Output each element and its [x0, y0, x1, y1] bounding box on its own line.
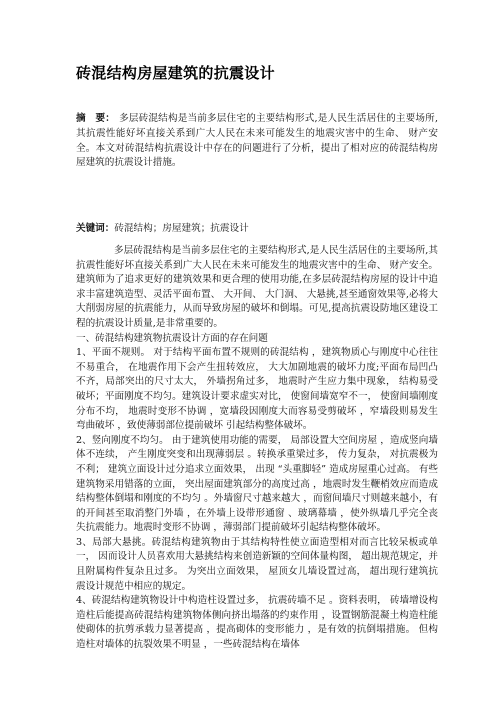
keywords-section — [76, 222, 438, 237]
body-paragraph: 2、竖向刚度不均匀。 由于建筑使用功能的需要， 局部设置大空间房屋 ，造成竖向墙体不连续， 产生刚度突变和出现薄弱层 。转换承重梁过多， 传力复杂， 对抗震极为不利； 建筑立面设计过分追求立面效果， 出现 “头重脚轻” 造成房屋重心过高。 有些建筑物采用错落的立面， 突出屋面建筑部分的高度过高 ，地震时发生鞭梢效应而造成结构整体倒塌和刚度的不均匀 。外墙窗尺寸越来越大 ，而窗间墙尺寸则越来越小，有的开间甚至取消整门外墙 ，在外墙上设带形通窗 、玻璃幕墙 ，使外纵墙几乎完全丧失抗震能力。地震时变形不协调 ，薄弱部门提前破坏引起结构整体破坏。 — [76, 434, 438, 534]
keywords-text: 砖混结构；房屋建筑；抗震设计 — [114, 223, 249, 234]
abstract-label: 摘 要： — [76, 113, 116, 124]
body-paragraph: 3、局部大悬挑。砖混结构建筑物由于其结构特性使立面造型相对而言比较呆板或单一， 因而设计人员喜欢用大悬挑结构来创造新颖的空间体量构图， 超出规范规定，并且附属构件复杂且过多。 为突出立面效果， 屋顶女儿墙设置过高， 超出现行建筑抗震设计规范中相应的规定。 — [76, 536, 438, 592]
abstract-text: 多层砖混结构是当前多层住宅的主要结构形式,是人民生活居住的主要场所,其抗震性能好坏直接关系到广大人民在未来可能发生的地震灾害中的生命、 财产安全。本文对砖混结构抗震设计中存在的问题进行了分析，提出了相对应的砖混结构房屋建筑的抗震设计措施。 — [76, 113, 439, 169]
keywords-label: 关键词： — [76, 223, 115, 234]
abstract-section — [76, 112, 438, 171]
document-title: 砖混结构房屋建筑的抗震设计 — [76, 64, 275, 82]
body-text — [76, 244, 438, 653]
body-paragraph: 4、砖混结构建筑物设计中构造柱设置过多， 抗震砖墙不足 。资料表明， 砖墙增设构造柱后能提高砖混结构建筑物体侧向挤出塌落的约束作用 ，设置钢筋混凝土构造柱能使砌体的抗剪承载力显著提高 ，提高砌体的变形能力 ，是有效的抗倒塌措施。 但构造柱对墙体的抗裂效果不明显 ，一些砖混结构在墙体 — [76, 595, 438, 651]
body-paragraph: 1、平面不规则。 对于结构平面布置不规则的砖混结构 ，建筑物质心与刚度中心往往不易重合， 在地震作用下会产生扭转效应， 大大加剧地震的破坏力度;平面布局凹凸不齐，局部突出的尺寸太大， 外墙拐角过多， 地震时产生应力集中现象， 结构易受破坏；平面刚度不均匀。建筑设计要求虚实对比， 使窗间墙宽窄不一， 使窗间墙刚度分布不均， 地震时变形不协调 ，宽墙段因刚度大而容易受剪破坏 ，窄墙段则易发生弯曲破坏 ，致使薄弱部位提前破坏 引起结构整体破坏。 — [76, 347, 438, 432]
section-heading: 一、砖混结构建筑物抗震设计方面的存在问题 — [76, 332, 268, 344]
intro-paragraph: 多层砖混结构是当前多层住宅的主要结构形式,是人民生活居住的主要场所,其抗震性能好坏直接关系到广大人民在未来可能发生的地震灾害中的生命、 财产安全。建筑师为了追求更好的建筑效果和更合理的使用功能,在多层砖混结构房屋的设计中追求丰富建筑造型、灵活平面布置、 大开间、 大门洞、 大悬挑,甚至通窗效果等,必将大大削弱房屋的抗震能力，从而导致房屋的破坏和倒塌。可见,提高抗震设防地区建设工程的抗震设计质量,是非常重要的。 — [76, 245, 438, 329]
